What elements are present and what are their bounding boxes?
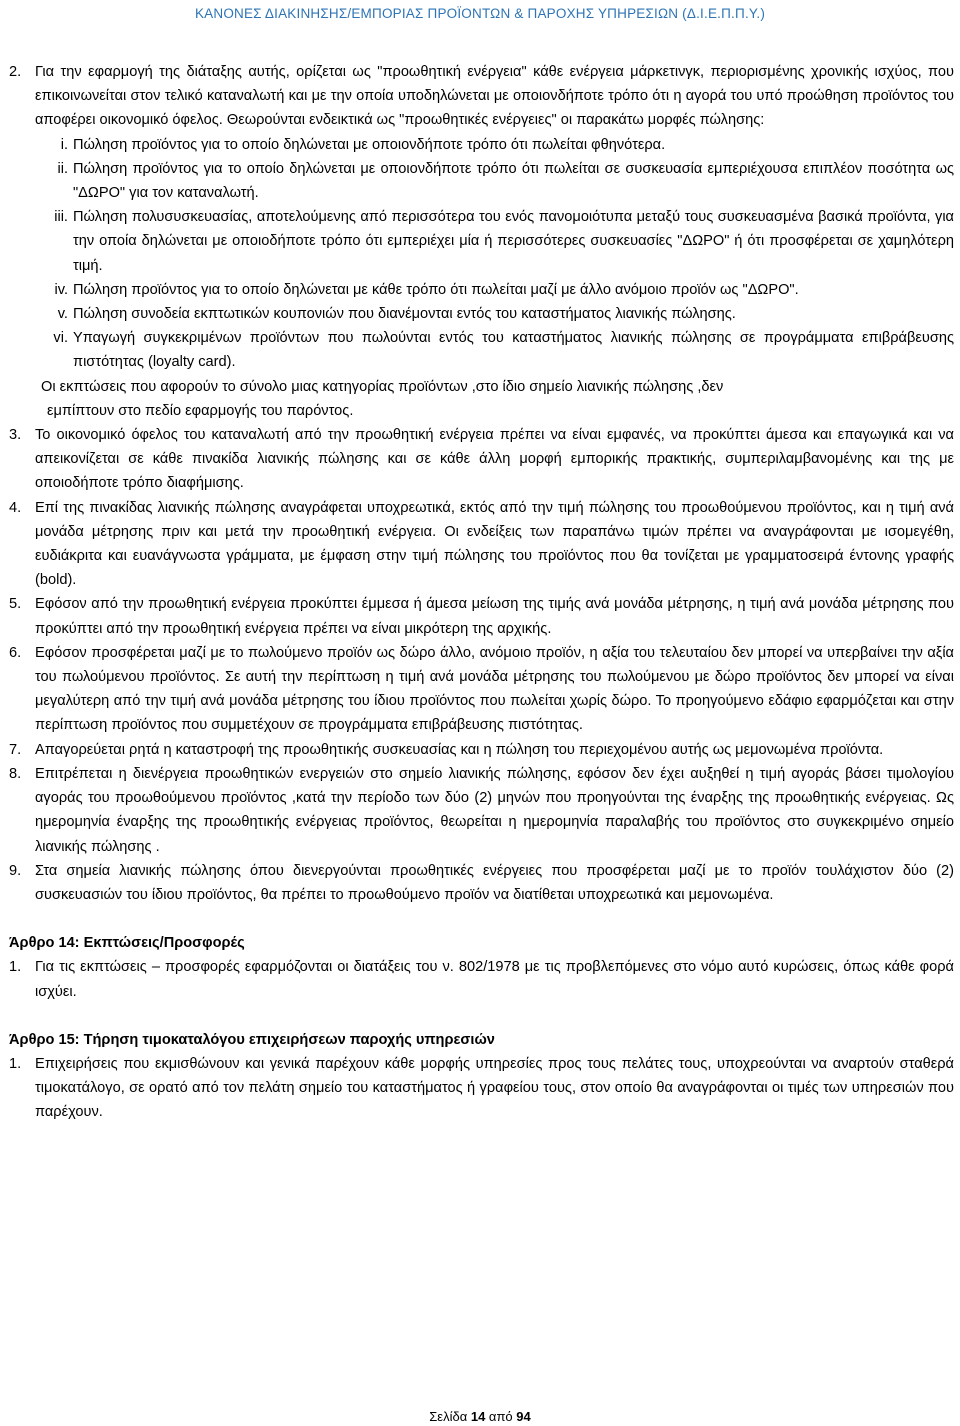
item-number: 5.: [9, 596, 22, 613]
sub-item-text: Πώληση πολυσυσκευασίας, αποτελούμενης από περισσότερα του ενός πανομοιότυπα μεταξύ τους συσκευασμένα βασικά προϊόντα, για την οποία δηλώνεται με οποιοδήποτε τρόπο ότι εμπεριέχει μία ή περισσότερες συσκευασίες "ΔΩΡΟ" ή ότι προσφέρεται σε χαμηλότερη τιμή.: [73, 209, 954, 274]
article-15-item-1: [9, 1052, 954, 1125]
list-item-5: [9, 592, 954, 640]
item-number: 8.: [9, 765, 22, 782]
page-header: ΚΑΝΟΝΕΣ ΔΙΑΚΙΝΗΣΗΣ/ΕΜΠΟΡΙΑΣ ΠΡΟΪΟΝΤΩΝ & ΠΑΡΟΧΗΣ ΥΠΗΡΕΣΙΩΝ (Δ.Ι.Ε.Π.Π.Υ.): [194, 6, 766, 21]
item-text: Εφόσον από την προωθητική ενέργεια προκύπτει έμμεσα ή άμεσα μείωση της τιμής ανά μονάδα μέτρησης, η τιμή ανά μονάδα μέτρησης που προκύπτει από την προωθητική ενέργεια πρέπει να είναι μικρότερη της αρχικής.: [35, 596, 954, 637]
sub-item-number: iii.: [54, 209, 68, 226]
sub-item-number: iv.: [54, 281, 68, 298]
sub-item-number: i.: [60, 136, 68, 153]
sub-item-vi: [35, 326, 954, 374]
item-number: 1.: [9, 1055, 22, 1072]
item-text: Για την εφαρμογή της διάταξης αυτής, ορίζεται ως "προωθητική ενέργεια" κάθε ενέργεια μάρκετινγκ, περιορισμένης χρονικής ισχύος, που επικοινωνείται στον τελικό καταναλωτή και με την οποία υποδηλώνεται με οποιονδήποτε τρόπο ότι η αγορά του υπό προώθηση προϊόντος του αποφέρει οικονομικό όφελος. Θεωρούνται ενδεικτικά ως "προωθητικές ενέργειες" οι παρακάτω μορφές πώλησης:: [35, 64, 954, 129]
page-footer: [0, 1409, 960, 1424]
article-15-heading: Άρθρο 15: Τήρηση τιμοκαταλόγου επιχειρήσεων παροχής υπηρεσιών: [9, 1031, 495, 1048]
item-text: Επιτρέπεται η διενέργεια προωθητικών ενεργειών στο σημείο λιανικής πώλησης, εφόσον δεν έχει αυξηθεί η τιμή αγοράς βάσει τιμολογίου αγοράς του προωθούμενου προϊόντος ,κατά την περίοδο των δύο (2) μηνών που προηγούνται της έναρξης της προωθητικής ενέργειας. Ως ημερομηνία έναρξης της προωθητικής ενέργειας προϊόντος, θεωρείται η ημερομηνία παραλαβής του προϊόντος στο συγκεκριμένο σημείο λιανικής πώλησης .: [35, 765, 954, 855]
list-item-8: [9, 762, 954, 859]
sub-item-text: Πώληση προϊόντος για το οποίο δηλώνεται με οποιονδήποτε τρόπο ότι πωλείται σε συσκευασία εμπεριέχουσα επιπλέον ποσότητα ως "ΔΩΡΟ" για τον καταναλωτή.: [73, 160, 954, 202]
article-14-heading: Άρθρο 14: Εκπτώσεις/Προσφορές: [9, 935, 245, 952]
sub-item-text: Υπαγωγή συγκεκριμένων προϊόντων που πωλούνται εντός του καταστήματος λιανικής πώλησης σε προγράμματα επιβράβευσης πιστότητας (loyalty card).: [73, 330, 954, 371]
item-text: Επιχειρήσεις που εκμισθώνουν και γενικά παρέχουν κάθε μορφής υπηρεσίες προς τους πελάτες τους, υποχρεούνται να αναρτούν σταθερά τιμοκατάλογο, σε ορατό από τον πελάτη σημείο του καταστήματος ή γραφείου τους, στον οποίο θα αναγράφονται οι τιμές των υπηρεσιών που παρέχουν.: [35, 1055, 954, 1121]
item-text: Για τις εκπτώσεις – προσφορές εφαρμόζονται οι διατάξεις του ν. 802/1978 με τις προβλεπόμενες στο νόμο αυτό κυρώσεις, όπως κάθε φορά ισχύει.: [35, 959, 954, 1000]
sub-item-iv: [35, 278, 954, 302]
page-number: 14: [470, 1409, 486, 1424]
sub-item-v: [35, 302, 954, 326]
list-item-4: [9, 496, 954, 593]
article-14-item-1: [9, 955, 954, 1003]
sub-item-text: Πώληση προϊόντος για το οποίο δηλώνεται με οποιονδήποτε τρόπο ότι πωλείται φθηνότερα.: [73, 136, 666, 153]
document-body: [9, 60, 954, 1125]
list-item-9: [9, 859, 954, 907]
sub-item-number: vi.: [53, 330, 68, 347]
list-item-3: [9, 423, 954, 496]
footer-prefix: Σελίδα: [429, 1409, 471, 1424]
exclusion-note: [35, 375, 954, 423]
item-text: Το οικονομικό όφελος του καταναλωτή από την προωθητική ενέργεια πρέπει να είναι εμφανές, να προκύπτει άμεσα και επαγωγικά και να απεικονίζεται σε κάθε πινακίδα λιανικής πώλησης και σε κάθε άλλη μορφή εμπορικής πρακτικής, συμπεριλαμβανομένης και της με οποιοδήποτε τρόπο διαφήμισης.: [35, 427, 954, 492]
sub-item-number: ii.: [57, 160, 68, 177]
item-number: 6.: [9, 644, 22, 661]
sub-item-i: [35, 133, 954, 157]
note-text-continued: εμπίπτουν στο πεδίο εφαρμογής του παρόντος.: [47, 402, 354, 419]
sub-item-number: v.: [57, 306, 68, 323]
item-number: 7.: [9, 741, 22, 758]
list-item-2: [9, 60, 954, 133]
item-number: 2.: [9, 64, 22, 80]
item-text: Επί της πινακίδας λιανικής πώλησης αναγράφεται υποχρεωτικά, εκτός από την τιμή πώλησης του προωθούμενου προϊόντος, και η τιμή ανά μονάδα μέτρησης πριν και μετά την προωθητική ενέργεια. Οι ενδείξεις των παραπάνω τιμών πρέπει να αναγράφονται με ισομεγέθη, ευδιάκριτα και ευανάγνωστα γράμματα, με έμφαση στην τιμή πώλησης του προϊόντος που θα τονίζεται με γραμματοσειρά έντονης γραφής (bold).: [35, 499, 954, 589]
list-item-6: [9, 641, 954, 738]
page-total: 94: [516, 1409, 531, 1424]
sub-item-ii: [35, 157, 954, 205]
item-text: Εφόσον προσφέρεται μαζί με το πωλούμενο προϊόν ως δώρο άλλο, ανόμοιο προϊόν, η αξία του τελευταίου δεν μπορεί να υπερβαίνει την αξία του πωλούμενου προϊόντος. Σε αυτή την περίπτωση η τιμή ανά μονάδα μέτρησης του πωλούμενου με δώρο προϊόντος δεν μπορεί να είναι μεγαλύτερη από την τιμή ανά μονάδα μέτρησης του ίδιου προϊόντος που πωλείται χωρίς δώρο. Το προηγούμενο εδάφιο εφαρμόζεται και στην περίπτωση προϊόντος που συμμετέχουν σε προγράμματα επιβράβευσης πιστότητας.: [35, 644, 954, 734]
item-number: 9.: [9, 862, 22, 879]
item-number: 3.: [9, 427, 22, 444]
sub-item-text: Πώληση συνοδεία εκπτωτικών κουπονιών που διανέμονται εντός του καταστήματος λιανικής πώλησης.: [73, 306, 736, 323]
footer-sep: από: [485, 1409, 517, 1424]
item-number: 4.: [9, 499, 22, 516]
note-text: Οι εκπτώσεις που αφορούν το σύνολο μιας κατηγορίας προϊόντων ,στο ίδιο σημείο λιανικής πώλησης ,δεν: [41, 378, 724, 395]
list-item-7: [9, 738, 954, 762]
item-text: Στα σημεία λιανικής πώλησης όπου διενεργούνται προωθητικές ενέργειες που προσφέρεται μαζί με το προϊόν τουλάχιστον δύο (2) συσκευασιών του ίδιου προϊόντος, θα πρέπει το προωθούμενο προϊόν να διατίθεται υποχρεωτικά και μεμονωμένα.: [35, 862, 954, 903]
item-text: Απαγορεύεται ρητά η καταστροφή της προωθητικής συσκευασίας και η πώληση του περιεχομένου αυτής ως μεμονωμένα προϊόντα.: [35, 741, 884, 758]
sub-item-text: Πώληση προϊόντος για το οποίο δηλώνεται με κάθε τρόπο ότι πωλείται μαζί με άλλο ανόμοιο προϊόν ως "ΔΩΡΟ".: [73, 281, 799, 298]
item-number: 1.: [9, 959, 22, 976]
sub-item-iii: [35, 205, 954, 278]
